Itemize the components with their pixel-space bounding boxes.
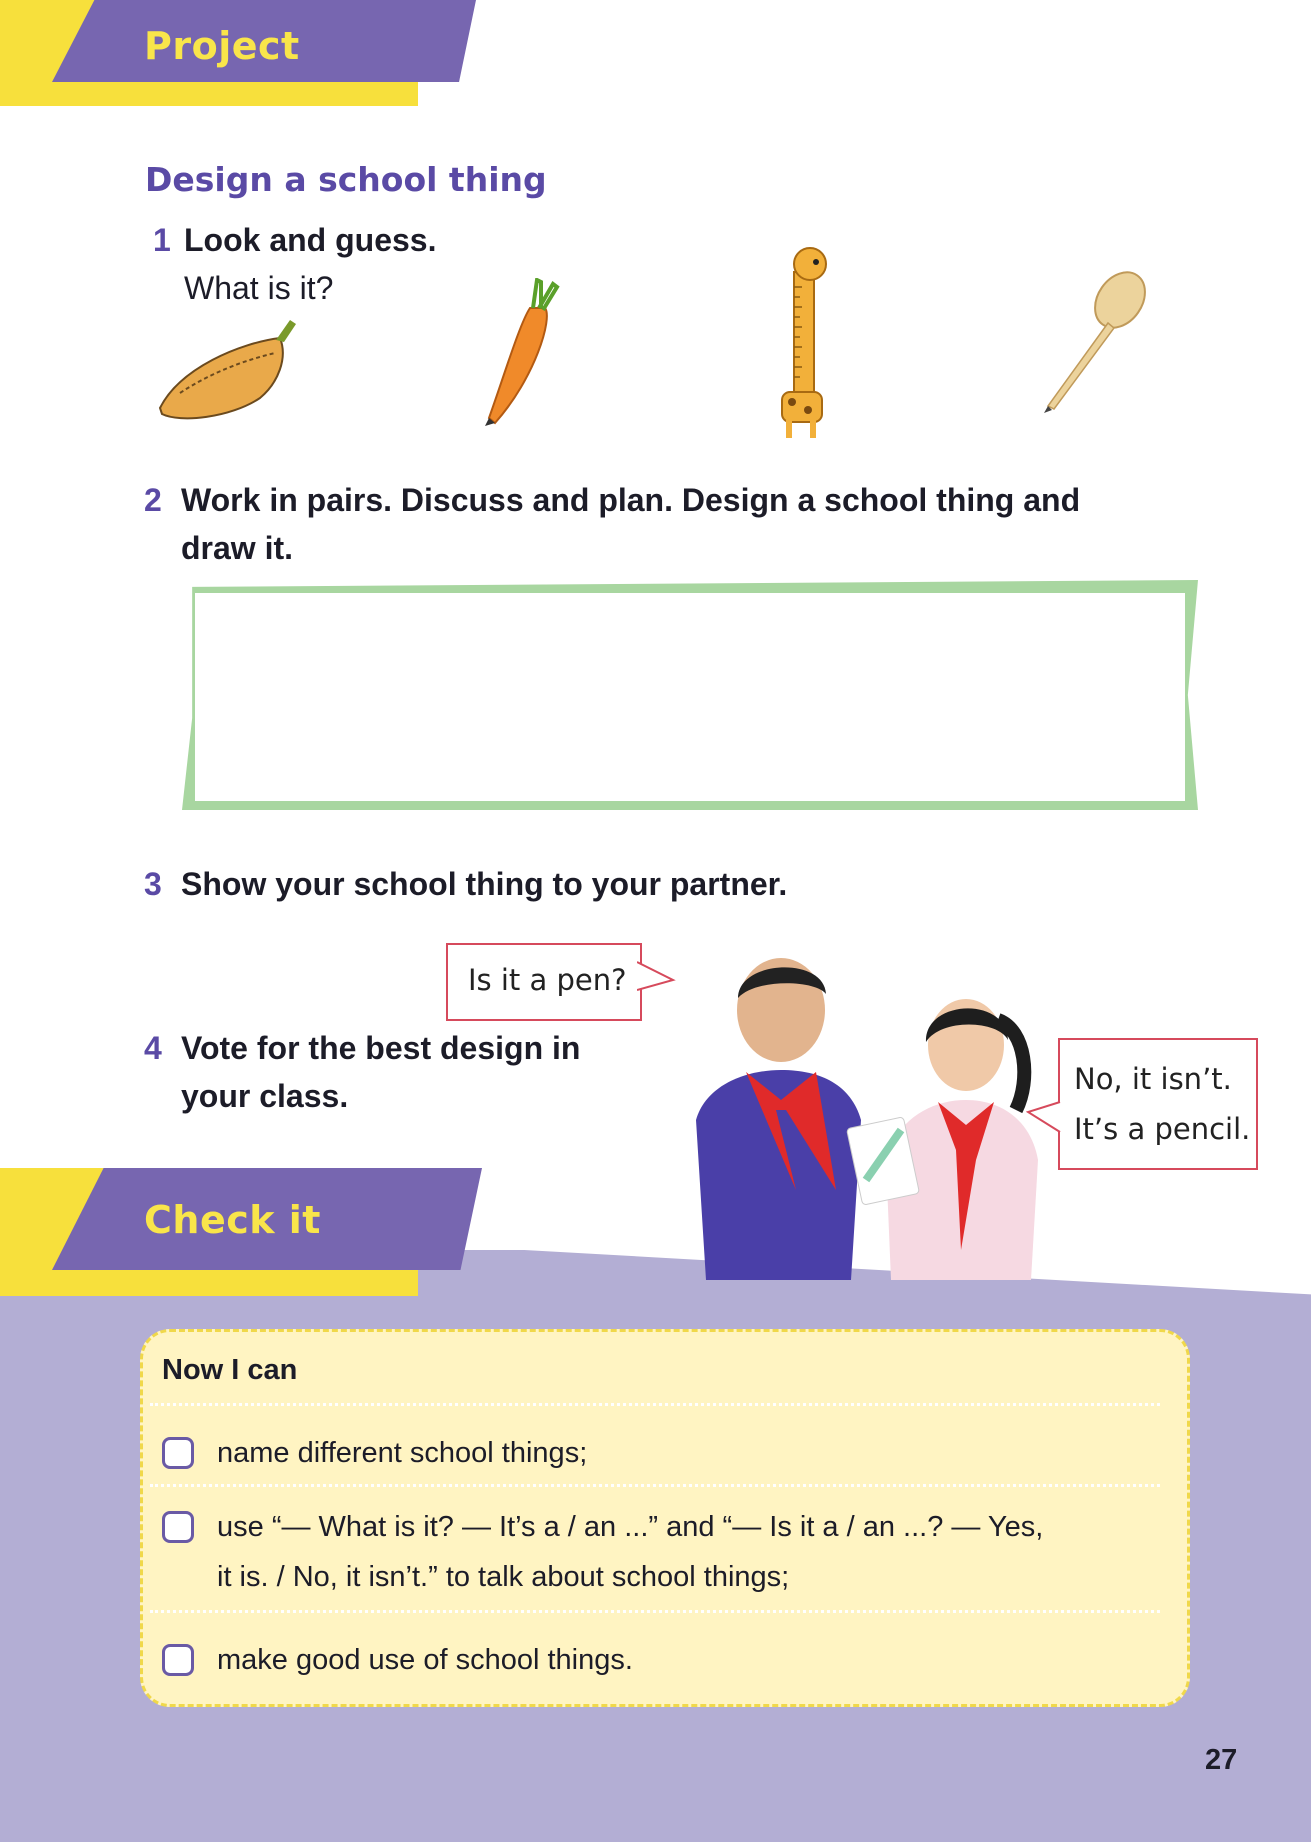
girl-bubble-tail [1026, 1100, 1062, 1140]
checkbox-3[interactable] [162, 1644, 194, 1676]
carrot-pen-image [475, 278, 565, 428]
step-2-text [181, 476, 1080, 572]
step-1-text [184, 216, 436, 312]
step-1-line2: What is it? [184, 270, 334, 306]
can-item-2-line1: use “— What is it? — It’s a / an ...” and “— Is it a / an ...? — Yes, [217, 1511, 1044, 1543]
check-title: Check it [144, 1198, 321, 1242]
step-2-line1: Work in pairs. Discuss and plan. Design a school thing and [181, 482, 1081, 518]
girl-speech-bubble [1058, 1038, 1258, 1170]
step-4-line1: Vote for the best design in [181, 1030, 581, 1066]
can-item-2-line2: it is. / No, it isn’t.” to talk about school things; [217, 1561, 790, 1593]
page-number: 27 [1205, 1744, 1238, 1776]
drawing-area[interactable] [195, 593, 1185, 801]
boy-speech-bubble [446, 943, 642, 1021]
giraffe-ruler-image [772, 242, 842, 442]
panel-divider-2 [150, 1484, 1160, 1487]
step-4-text [181, 1024, 580, 1120]
boy-speech-text: Is it a pen? [468, 963, 627, 997]
project-title: Project [144, 24, 300, 68]
step-2-number: 2 [144, 482, 162, 518]
step-3-number: 3 [144, 866, 162, 902]
girl-speech-line1: No, it isn’t. [1074, 1062, 1232, 1096]
project-subtitle: Design a school thing [145, 160, 547, 199]
checkbox-1[interactable] [162, 1437, 194, 1469]
girl-speech-line2: It’s a pencil. [1074, 1112, 1251, 1146]
students-photo [676, 950, 1076, 1280]
step-4-line2: your class. [181, 1078, 349, 1114]
can-item-3: make good use of school things. [217, 1644, 633, 1676]
step-2-line2: draw it. [181, 530, 294, 566]
can-item-1: name different school things; [217, 1437, 588, 1469]
step-1-line1: Look and guess. [184, 222, 437, 258]
can-item-2 [217, 1502, 1043, 1602]
panel-divider-1 [150, 1403, 1160, 1406]
step-1-number: 1 [153, 222, 171, 258]
step-3-text: Show your school thing to your partner. [181, 866, 788, 902]
girl-speech-text [1074, 1054, 1250, 1154]
now-i-can-heading: Now I can [162, 1354, 298, 1386]
banana-pencil-case-image [150, 318, 300, 423]
checkbox-2[interactable] [162, 1511, 194, 1543]
step-4-number: 4 [144, 1030, 162, 1066]
panel-divider-3 [150, 1610, 1160, 1613]
boy-bubble-tail [637, 960, 677, 996]
spoon-pencil-image [1038, 268, 1148, 413]
